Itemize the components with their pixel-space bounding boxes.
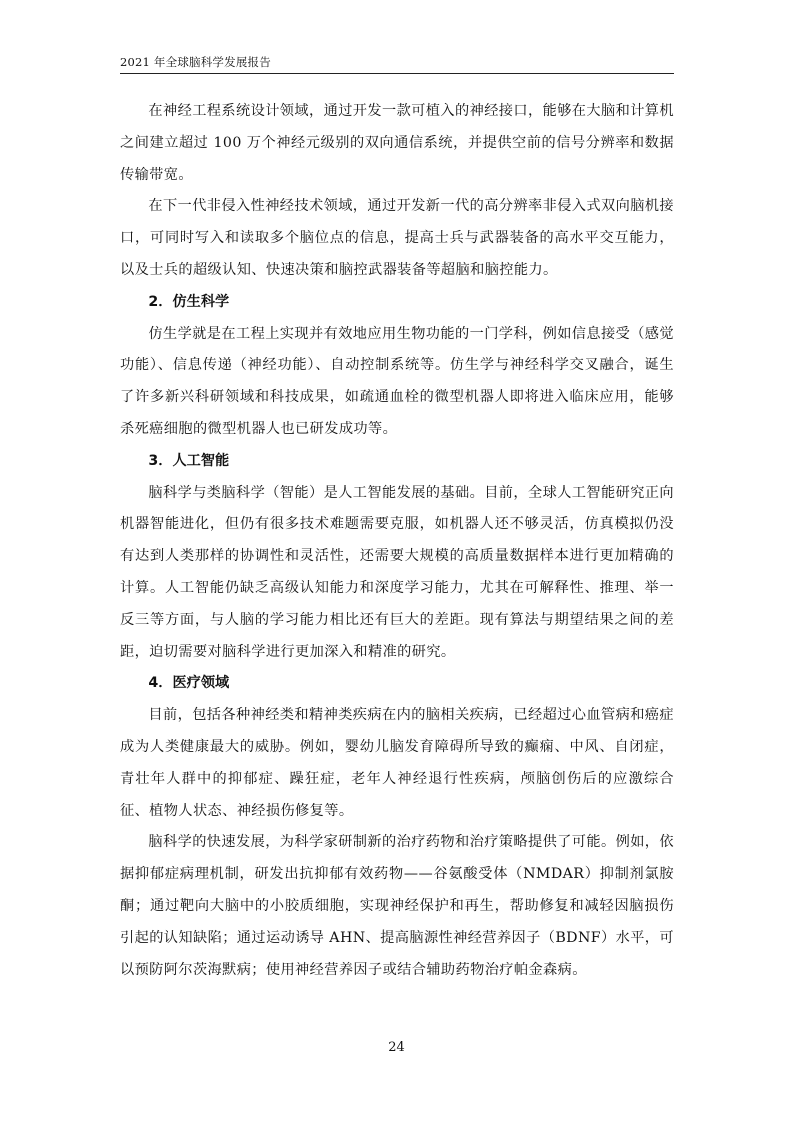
paragraph-brain-diseases: 目前，包括各种神经类和精神类疾病在内的脑相关疾病，已经超过心血管病和癌症成为人类健康最大的威胁。例如，婴幼儿脑发育障碍所导致的癫痫、中风、自闭症，青壮年人群中的抑郁症、躁狂症，老年人神经退行性疾病，颅脑创伤后的应激综合征、植物人状态、神经损伤修复等。 — [120, 707, 674, 819]
paragraph-treatments: 脑科学的快速发展，为科学家研制新的治疗药物和治疗策略提供了可能。例如，依据抑郁症病理机制，研发出抗抑郁有效药物——谷氨酸受体（NMDAR）抑制剂氯胺酮；通过靶向大脑中的小胶质细胞，实现神经保护和再生，帮助修复和减轻因脑损伤引起的认知缺陷；通过运动诱导 AHN、提高脑源性神经营养因子（BDNF）水平，可以预防阿尔茨海默病；使用神经营养因子或结合辅助药物治疗帕金森病。 — [120, 834, 674, 978]
page-number: 24 — [388, 1040, 405, 1055]
running-header: 2021 年全球脑科学发展报告 — [120, 55, 271, 69]
section-heading-medical: 4．医疗领域 — [148, 675, 230, 692]
page-body — [120, 96, 674, 986]
section-heading-bionics: 2．仿生科学 — [148, 293, 230, 310]
paragraph-neural-engineering: 在神经工程系统设计领域，通过开发一款可植入的神经接口，能够在大脑和计算机之间建立超过 100 万个神经元级别的双向通信系统，并提供空前的信号分辨率和数据传输带宽。 — [120, 103, 674, 183]
paragraph-ai: 脑科学与类脑科学（智能）是人工智能发展的基础。目前，全球人工智能研究正向机器智能进化，但仍有很多技术难题需要克服，如机器人还不够灵活，仿真模拟仍没有达到人类那样的协调性和灵活性，还需要大规模的高质量数据样本进行更加精确的计算。人工智能仍缺乏高级认知能力和深度学习能力，尤其在可解释性、推理、举一反三等方面，与人脑的学习能力相比还有巨大的差距。现有算法与期望结果之间的差距，迫切需要对脑科学进行更加深入和精准的研究。 — [120, 484, 674, 660]
paragraph-bionics: 仿生学就是在工程上实现并有效地应用生物功能的一门学科，例如信息接受（感觉功能）、信息传递（神经功能）、自动控制系统等。仿生学与神经科学交叉融合，诞生了许多新兴科研领域和科技成果，如疏通血栓的微型机器人即将进入临床应用，能够杀死癌细胞的微型机器人也已研发成功等。 — [120, 325, 674, 437]
header-divider — [120, 73, 674, 74]
paragraph-noninvasive-neurotech: 在下一代非侵入性神经技术领域，通过开发新一代的高分辨率非侵入式双向脑机接口，可同时写入和读取多个脑位点的信息，提高士兵与武器装备的高水平交互能力，以及士兵的超级认知、快速决策和脑控武器装备等超脑和脑控能力。 — [120, 198, 674, 278]
section-heading-ai: 3．人工智能 — [148, 452, 230, 469]
